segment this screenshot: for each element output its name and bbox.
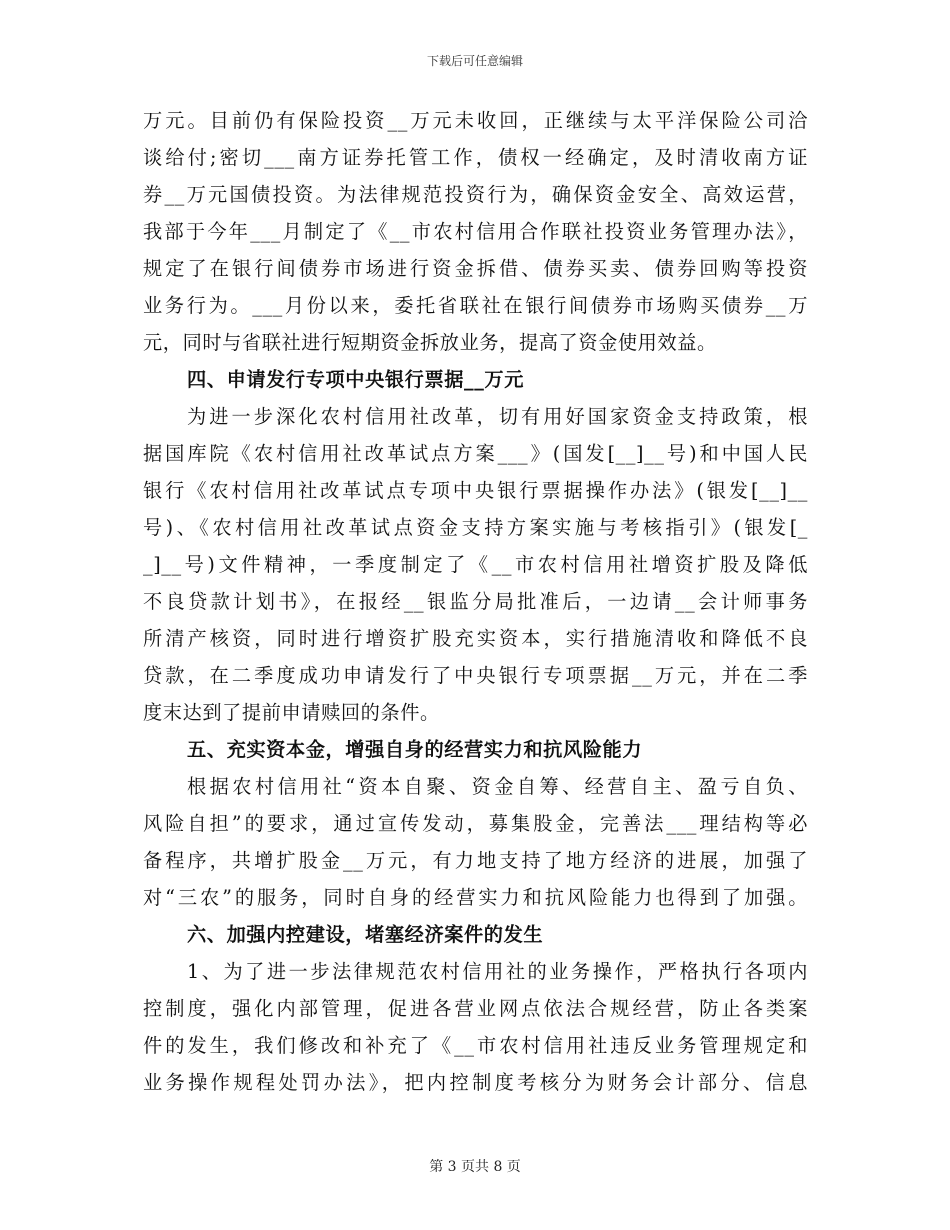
body-line: 万元。目前仍有保险投资__万元未收回，正继续与太平洋保险公司洽 [143, 109, 808, 132]
body-line: 谈给付;密切___南方证券托管工作，债权一经确定，及时清收南方证 [143, 146, 808, 169]
body-line: 券__万元国债投资。为法律规范投资行为，确保资金安全、高效运营， [143, 183, 808, 206]
body-line: 所清产核资，同时进行增资扩股充实资本，实行措施清收和降低不良 [143, 627, 808, 650]
body-line: 元，同时与省联社进行短期资金拆放业务，提高了资金使用效益。 [143, 331, 717, 354]
body-line: 备程序，共增扩股金__万元，有力地支持了地方经济的进展，加强了 [143, 849, 808, 872]
body-line: 号)、《农村信用社改革试点资金支持方案实施与考核指引》(银发[_ [143, 516, 808, 539]
body-line: 业务行为。___月份以来，委托省联社在银行间债券市场购买债券__万 [143, 294, 808, 317]
body-line: 据国库院《农村信用社改革试点方案___》(国发[__]__号)和中国人民 [143, 442, 808, 465]
body-line: 我部于今年___月制定了《__市农村信用合作联社投资业务管理办法》， [143, 220, 808, 243]
section-heading: 四、申请发行专项中央银行票据__万元 [187, 368, 524, 391]
body-line: 件的发生，我们修改和补充了《__市农村信用社违反业务管理规定和 [143, 1034, 808, 1057]
body-line: 业务操作规程处罚办法》，把内控制度考核分为财务会计部分、信息 [143, 1071, 808, 1094]
body-line: 银行《农村信用社改革试点专项中央银行票据操作办法》(银发[__]__ [143, 479, 808, 502]
body-line: 度末达到了提前申请赎回的条件。 [143, 701, 440, 724]
body-line: 规定了在银行间债券市场进行资金拆借、债券买卖、债券回购等投资 [143, 257, 808, 280]
body-line: 为进一步深化农村信用社改革，切有用好国家资金支持政策，根 [187, 405, 808, 428]
body-line: 1、为了进一步法律规范农村信用社的业务操作，严格执行各项内 [187, 960, 808, 983]
document-body [143, 102, 808, 1101]
body-line: 对“三农”的服务，同时自身的经营实力和抗风险能力也得到了加强。 [143, 886, 808, 909]
body-line: 不良贷款计划书》，在报经__银监分局批准后，一边请__会计师事务 [143, 590, 808, 613]
body-line: 控制度，强化内部管理，促进各营业网点依法合规经营，防止各类案 [143, 997, 808, 1020]
body-line: 风险自担”的要求，通过宣传发动，募集股金，完善法___理结构等必 [143, 812, 808, 835]
body-line: _]__号)文件精神，一季度制定了《__市农村信用社增资扩股及降低 [143, 553, 808, 576]
section-heading: 六、加强内控建设，堵塞经济案件的发生 [187, 923, 544, 946]
body-line: 贷款，在二季度成功申请发行了中央银行专项票据__万元，并在二季 [143, 664, 808, 687]
section-heading: 五、充实资本金，增强自身的经营实力和抗风险能力 [187, 738, 643, 761]
page-header: 下载后可任意编辑 [426, 54, 523, 68]
page-number: 第 3 页共 8 页 [429, 1159, 521, 1175]
body-line: 根据农村信用社“资本自聚、资金自筹、经营自主、盈亏自负、 [187, 775, 808, 798]
